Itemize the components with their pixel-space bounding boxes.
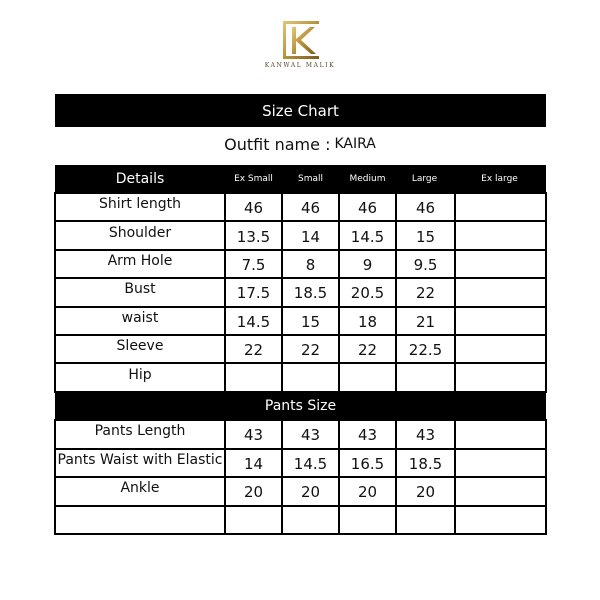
table-cell [396, 507, 455, 536]
table-cell: 9 [362, 255, 373, 274]
table-cell: 14 [300, 227, 321, 246]
table-cell: 43 [357, 426, 378, 445]
column-header-small: Small [298, 174, 323, 184]
table-cell [455, 450, 546, 479]
table-cell: 46 [300, 199, 321, 218]
pants-size-title: Pants Size [55, 392, 546, 420]
column-header-medium: Medium [349, 174, 386, 184]
table-cell: 46 [357, 199, 378, 218]
table-cell [339, 507, 396, 536]
table-cell: 22 [357, 341, 378, 360]
table-cell [282, 364, 339, 392]
table-cell: 17.5 [236, 284, 271, 303]
table-cell: 20 [415, 483, 436, 502]
table-cell [455, 364, 546, 392]
table-cell: 13.5 [236, 227, 271, 246]
table-cell: 21 [415, 312, 436, 331]
row-label: Shirt length [99, 196, 181, 213]
row-label: waist [121, 309, 159, 326]
row-label: Pants Length [94, 423, 186, 440]
table-cell [396, 364, 455, 392]
table-cell [339, 364, 396, 392]
table-cell [455, 279, 546, 307]
column-header-details: Details [115, 171, 165, 187]
table-header [55, 165, 546, 193]
table-cell: 46 [243, 199, 264, 218]
table-cell: 9.5 [413, 255, 438, 274]
k-monogram-logo-icon [280, 20, 324, 60]
column-header-ex-large: Ex large [481, 174, 518, 184]
table-cell [455, 222, 546, 250]
table-cell [225, 364, 282, 392]
table-cell: 46 [415, 199, 436, 218]
table-cell: 14.5 [293, 454, 328, 473]
row-label [55, 503, 225, 532]
outfit-name [0, 132, 600, 156]
table-cell: 14.5 [236, 312, 271, 331]
table-cell [455, 507, 546, 536]
row-label: Arm Hole [107, 252, 173, 269]
table-cell: 16.5 [350, 454, 385, 473]
table-cell [455, 251, 546, 279]
table-cell: 14 [243, 454, 264, 473]
row-label: Sleeve [116, 338, 164, 355]
outfit-value: KAIRA [334, 136, 376, 152]
table-cell: 43 [300, 426, 321, 445]
table-cell: 14.5 [350, 227, 385, 246]
table-cell: 18.5 [293, 284, 328, 303]
table-cell [455, 336, 546, 364]
table-cell: 20.5 [350, 284, 385, 303]
row-label: Pants Waist with Elastic [57, 451, 223, 468]
table-cell [455, 478, 546, 507]
table-cell: 22.5 [408, 341, 443, 360]
row-label: Ankle [120, 480, 160, 497]
table-cell: 15 [415, 227, 436, 246]
table-cell: 18.5 [408, 454, 443, 473]
table-cell [225, 507, 282, 536]
table-cell: 22 [415, 284, 436, 303]
column-header-ex-small: Ex Small [234, 174, 273, 184]
table-cell: 8 [305, 255, 316, 274]
size-chart-title: Size Chart [55, 94, 546, 127]
table-cell: 20 [300, 483, 321, 502]
table-cell: 43 [415, 426, 436, 445]
table-cell: 20 [357, 483, 378, 502]
table-cell: 43 [243, 426, 264, 445]
table-cell: 22 [300, 341, 321, 360]
table-cell [455, 308, 546, 336]
table-cell: 20 [243, 483, 264, 502]
row-label: Shoulder [108, 224, 172, 241]
row-label: Bust [124, 281, 156, 298]
table-cell [455, 194, 546, 222]
table-cell [282, 507, 339, 536]
table-cell: 15 [300, 312, 321, 331]
table-cell: 22 [243, 341, 264, 360]
table-cell: 18 [357, 312, 378, 331]
table-cell [455, 421, 546, 450]
outfit-label: Outfit name : [224, 134, 331, 154]
row-label: Hip [128, 366, 152, 383]
brand-name: KANWAL MALIK [264, 62, 336, 69]
table-cell: 7.5 [241, 255, 266, 274]
column-header-large: Large [411, 174, 438, 184]
